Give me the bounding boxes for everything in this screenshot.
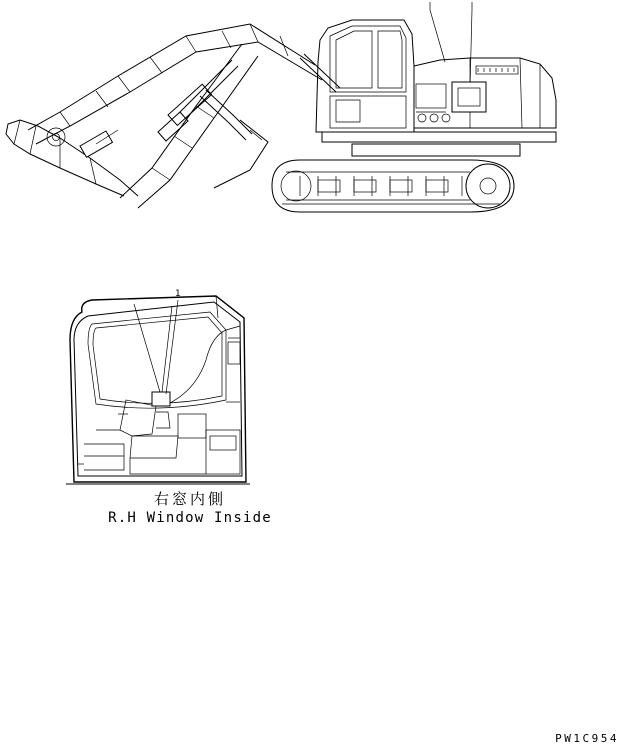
leader-lines-top	[430, 2, 472, 88]
decal-plate	[152, 392, 170, 406]
caption-english: R.H Window Inside	[108, 509, 272, 526]
drawing-code: PW1C954	[555, 732, 619, 745]
boom-assembly	[28, 24, 322, 144]
cab-interior-detail	[66, 289, 250, 484]
bucket	[6, 120, 138, 196]
caption-japanese: 右窓内側	[153, 490, 226, 508]
hydraulic-cylinders	[158, 54, 340, 141]
cab-detail-caption	[60, 490, 320, 527]
undercarriage-tracks	[272, 144, 520, 212]
upper-structure	[316, 20, 556, 142]
arm-stick-assembly	[120, 44, 268, 208]
excavator-side-view	[6, 2, 556, 212]
boom-label-plate	[80, 130, 118, 157]
leader-lines-cab	[134, 300, 178, 394]
callout-number-1: 1	[175, 289, 181, 299]
